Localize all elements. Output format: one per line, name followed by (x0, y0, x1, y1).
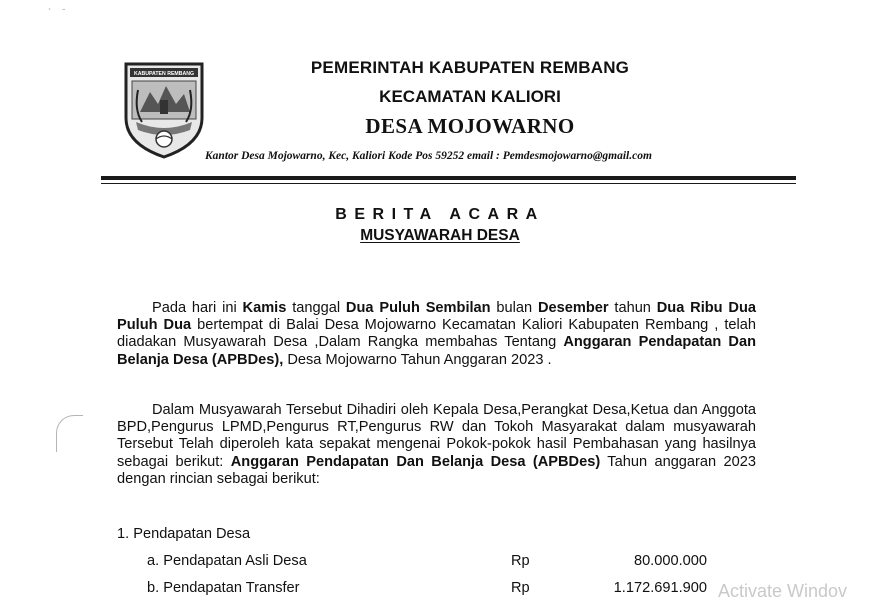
document-subtitle (0, 227, 880, 245)
paragraph1-run: bulan (490, 300, 538, 316)
margin-scan-artifact (56, 415, 83, 452)
header-district-name: KECAMATAN KALIORI (379, 87, 561, 106)
paragraph-attendance (117, 402, 756, 488)
paragraph1-run: Dua Ribu Dua Puluh Dua (117, 300, 757, 334)
document-subtitle-text: MUSYAWARAH DESA (360, 227, 520, 244)
paragraph1-run: Desember (537, 300, 609, 316)
paragraph1-run: Pada hari ini (152, 300, 243, 316)
paragraph2-run: Anggaran Pendapatan Dan Belanja Desa (APBDes) (230, 453, 601, 470)
list-item-currency: Rp (511, 553, 530, 569)
activation-watermark: Activate Windov (718, 581, 848, 601)
paragraph1-run: Desa Mojowarno Tahun Anggaran 2023 . (283, 351, 552, 368)
paragraph2-run: Tahun anggaran 2023 dengan rincian sebagai berikut: (117, 453, 756, 487)
paragraph1-run: Anggaran Pendapatan Dan Belanja Desa (APBDes), (117, 334, 756, 368)
document-title: BERITA ACARA (335, 206, 545, 223)
header-government-name: PEMERINTAH KABUPATEN REMBANG (310, 58, 630, 77)
header-divider-thick (101, 176, 796, 180)
list-item (147, 553, 707, 573)
paragraph1-run: tahun (608, 300, 657, 316)
header-divider-thin (101, 183, 796, 184)
crest-banner-text: KABUPATEN REMBANG (133, 71, 195, 77)
list-item-amount: 80.000.000 (633, 553, 707, 569)
list-item-currency: Rp (511, 580, 530, 596)
list-item-label: a. Pendapatan Asli Desa (147, 553, 307, 569)
paragraph1-run: bertempat di Balai Desa Mojowarno Kecamatan Kaliori Kabupaten Rembang , telah diadakan Musyawarah Desa ,Dalam Rangka membahas Tentang (117, 317, 756, 351)
header-address: Kantor Desa Mojowarno, Kec, Kaliori Kode Pos 59252 email : Pemdesmojowarno@gmail.com (205, 150, 652, 162)
paragraph1-run: Kamis (242, 300, 287, 316)
list-item (147, 580, 707, 600)
paragraph1-run: tanggal (286, 300, 346, 316)
paragraph2-run: Dalam Musyawarah Tersebut Dihadiri oleh Kepala Desa,Perangkat Desa,Ketua dan Anggota BPD,Pengurus LPMD,Pengurus RT,Pengurus RW dan Tokoh Masyarakat dalam musyawarah Tersebut Telah diperoleh kata sepakat mengenai Pokok-pokok hasil Pembahasan yang hasilnya sebagai berikut: (117, 402, 756, 470)
header-village-name: DESA MOJOWARNO (365, 114, 575, 138)
paragraph-opening (117, 300, 756, 369)
list-item-label: b. Pendapatan Transfer (147, 580, 300, 596)
paragraph1-run: Dua Puluh Sembilan (345, 300, 491, 316)
scan-mark: ˋ ˉ (48, 8, 70, 19)
list-item-amount: 1.172.691.900 (613, 580, 707, 596)
list-heading: 1. Pendapatan Desa (117, 526, 251, 542)
